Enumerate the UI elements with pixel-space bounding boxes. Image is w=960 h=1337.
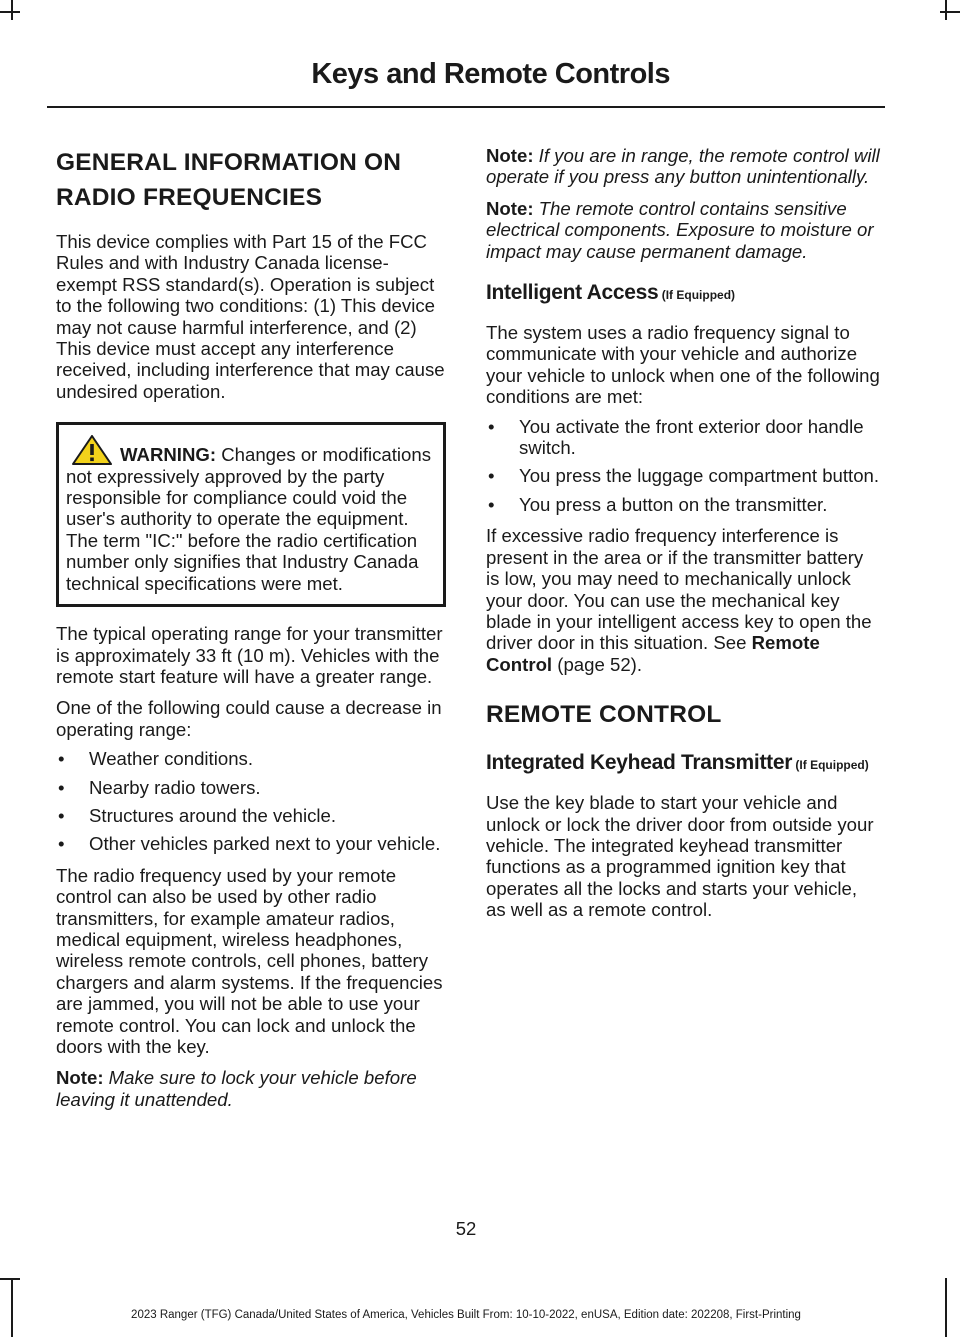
subheading-title: Intelligent Access (486, 281, 659, 305)
range-note (486, 145, 880, 188)
warning-triangle-icon (72, 435, 112, 465)
remote-control-link[interactable]: Remote Control (486, 632, 820, 675)
range-factors-list (56, 748, 446, 855)
subheading-integrated-keyhead (486, 750, 880, 778)
section-title: Keys and Remote Controls (311, 58, 670, 90)
crop-mark-bottom-left-horizontal (0, 1278, 20, 1280)
subheading-intelligent-access (486, 280, 880, 308)
note-label: Note: (486, 145, 534, 166)
crop-mark-top-left-horizontal (0, 11, 20, 13)
compliance-paragraph: This device complies with Part 15 of the FCC Rules and with Industry Canada license-exempt RSS standard(s). Operation is subject to the following two conditions: (1) This device may not cause harmful interference, and (2) This device must accept any interference received, including interference that may cause undesired operation. (56, 231, 445, 402)
bullet-icon: • (58, 804, 65, 826)
lock-note (56, 1067, 446, 1110)
note-text: If you are in range, the remote control will operate if you press any button unintentionally. (486, 145, 880, 188)
page-reference: (page 52). (552, 653, 643, 675)
bullet-icon: • (58, 748, 65, 770)
bullet-icon: • (488, 493, 495, 515)
list-item: • You press a button on the transmitter. (488, 493, 828, 515)
warning-label: WARNING: (120, 444, 217, 466)
left-column (56, 145, 446, 1120)
warning-paragraph (66, 435, 436, 594)
note-label: Note: (486, 197, 534, 219)
page-number: 52 (455, 1218, 477, 1239)
bullet-icon: • (58, 833, 65, 855)
range-paragraph: The typical operating range for your transmitter is approximately 33 ft (10 m). Vehicles with the remote start feature will have a greater range. (56, 623, 443, 687)
warning-text: Changes or modifications not expressively approved by the party responsible for compliance could void the user's authority to operate the equipment. The term "IC:" before the radio certification number only signifies that Industry Canada technical specifications were met. (66, 444, 432, 594)
subheading-title: Integrated Keyhead Transmitter (486, 751, 793, 775)
bullet-icon: • (488, 415, 495, 437)
decrease-intro: One of the following could cause a decrease in operating range: (56, 697, 442, 740)
heading-line-1: GENERAL INFORMATION ON (56, 149, 402, 176)
crop-mark-top-right-horizontal (940, 11, 960, 13)
keyhead-paragraph: Use the key blade to start your vehicle and unlock or lock the driver door from outside your vehicle. The integrated keyhead transmitter functions as a programmed ignition key that operates all the locks and starts your vehicle, as well as a remote control. (486, 792, 874, 921)
crop-mark-top-left-vertical (11, 0, 13, 20)
list-item: • Nearby radio towers. (58, 776, 261, 798)
footer-edition-info: 2023 Ranger (TFG) Canada/United States of America, Vehicles Built From: 10-10-2022, enUSA, Edition date: 202208, First-Printing (131, 1309, 801, 1321)
list-item: • You activate the front exterior door handle switch. (488, 415, 864, 459)
subheading-qualifier: (If Equipped) (792, 758, 869, 773)
note-label: Note: (56, 1067, 104, 1089)
interference-paragraph: The radio frequency used by your remote control can also be used by other radio transmitters, for example amateur radios, medical equipment, wireless headphones, wireless remote controls, cell phones, battery chargers and alarm systems. If the frequencies are jammed, you will not be able to use your remote control. You can lock and unlock the doors with the key. (56, 864, 443, 1057)
list-item: • Other vehicles parked next to your vehicle. (58, 833, 441, 855)
right-column (486, 145, 880, 931)
intelligent-access-paragraph: The system uses a radio frequency signal to communicate with your vehicle and authorize your vehicle to unlock when one of the following conditions are met: (486, 322, 880, 408)
heading-line-2: RADIO FREQUENCIES (56, 184, 323, 211)
bullet-icon: • (488, 465, 495, 487)
heading-remote-control: REMOTE CONTROL (486, 701, 722, 729)
crop-mark-top-right-vertical (945, 0, 947, 20)
note-text: Make sure to lock your vehicle before leaving it unattended. (56, 1067, 417, 1110)
list-item: • You press the luggage compartment button. (488, 465, 880, 487)
mechanical-unlock-paragraph: If excessive radio frequency interference is present in the area or if the transmitter battery is low, you may need to mechanically unlock your door. You can use the mechanical key blade in your intelligent access key to open the driver door in this situation. See Remote Control (page 52). (486, 525, 872, 675)
header-rule (47, 106, 885, 108)
unlock-conditions-list (486, 416, 880, 516)
sensitive-components-note (486, 198, 880, 262)
note-text: The remote control contains sensitive electrical components. Exposure to moisture or impact may cause permanent damage. (486, 197, 874, 262)
heading-radio-frequencies (56, 145, 446, 215)
warning-box (56, 422, 446, 607)
crop-mark-bottom-left-vertical (11, 1278, 13, 1337)
list-item: • Structures around the vehicle. (58, 804, 337, 826)
crop-mark-bottom-right-vertical (945, 1278, 947, 1337)
list-item: • Weather conditions. (58, 748, 253, 770)
bullet-icon: • (58, 776, 65, 798)
subheading-qualifier: (If Equipped) (658, 288, 736, 303)
